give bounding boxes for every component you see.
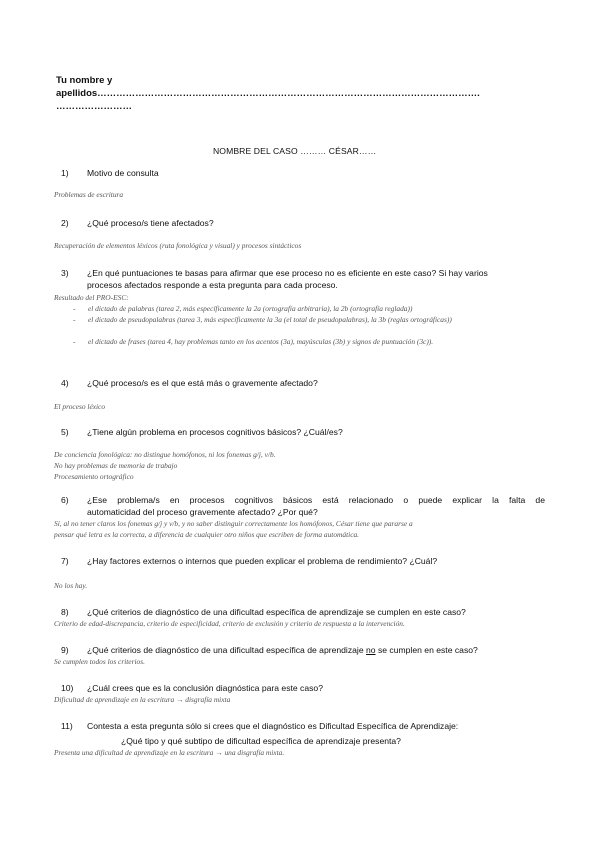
student-name-dotted-line-2: …………………… bbox=[56, 101, 132, 112]
student-name-label: Tu nombre y bbox=[56, 75, 113, 86]
answer-4: El proceso léxico bbox=[54, 402, 106, 411]
question-text: ¿Qué criterios de diagnóstico de una dificultad específica de aprendizaje no se cumplen en este caso? bbox=[87, 645, 478, 655]
question-number: 9) bbox=[61, 645, 69, 655]
question-9 bbox=[61, 644, 551, 656]
answer-3-item: - el dictado de frases (tarea 4, hay problemas tanto en los acentos (3a), mayúsculas (3b) y signos de puntuación (3c)). bbox=[73, 337, 549, 358]
question-number: 10) bbox=[61, 683, 74, 693]
question-number: 6) bbox=[61, 495, 69, 505]
question-number: 8) bbox=[61, 607, 69, 617]
answer-1: Problemas de escritura bbox=[54, 190, 124, 199]
answer-6-line: pensar qué letra es la correcta, a diferencia de cualquier otro niños que escriben de forma automática. bbox=[54, 530, 360, 539]
question-text-line-1: ¿Ese problema/s en procesos cognitivos básicos está relacionado o puede explicar la falta de bbox=[87, 495, 545, 505]
question-text: ¿Tiene algún problema en procesos cognitivos básicos? ¿Cuál/es? bbox=[87, 427, 343, 437]
question-text-line-1: ¿En qué puntuaciones te basas para afirmar que ese proceso no es eficiente en este caso? Si hay varios bbox=[87, 268, 488, 278]
question-text: ¿Qué criterios de diagnóstico de una dificultad específica de aprendizaje se cumplen en este caso? bbox=[87, 607, 466, 617]
question-1 bbox=[61, 167, 551, 179]
answer-3-item-text: el dictado de frases (tarea 4, hay problemas tanto en los acentos (3a), mayúsculas (3b) y signos de puntuación (3c)). bbox=[88, 337, 434, 346]
question-2 bbox=[61, 217, 551, 229]
question-text-line-2: procesos afectados responde a esta pregunta para cada proceso. bbox=[87, 280, 338, 290]
question-number: 4) bbox=[61, 378, 69, 388]
answer-10: Dificultad de aprendizaje en la escritura → disgrafía mixta bbox=[54, 695, 231, 704]
question-number: 11) bbox=[61, 721, 73, 731]
question-text: ¿Qué proceso/s es el que está más o gravemente afectado? bbox=[87, 378, 318, 388]
answer-11: Presenta una dificultad de aprendizaje en la escritura → una disgrafía mixta. bbox=[54, 748, 285, 757]
question-text: ¿Qué proceso/s tiene afectados? bbox=[87, 218, 214, 228]
question-number: 1) bbox=[61, 168, 69, 178]
answer-6-line: Sí, al no tener claros los fonemas g/j y v/b, y no saber distinguir correctamente los homófonos, César tiene que pararse a bbox=[54, 519, 413, 528]
question-text-line-2: automaticidad del proceso gravemente afectado? ¿Por qué? bbox=[87, 507, 318, 517]
question-number: 3) bbox=[61, 268, 69, 278]
question-6 bbox=[61, 494, 545, 518]
question-text: ¿Cuál crees que es la conclusión diagnóstica para este caso? bbox=[87, 683, 323, 693]
answer-3-item-text: el dictado de palabras (tarea 2, más específicamente la 2a (ortografía arbitraria), la 2b (ortografía reglada)) bbox=[88, 304, 413, 313]
question-number: 7) bbox=[61, 556, 69, 566]
answer-5-line: Procesamiento ortográfico bbox=[54, 472, 134, 481]
answer-9: Se cumplen todos los criterios. bbox=[54, 657, 145, 666]
question-number: 2) bbox=[61, 218, 69, 228]
student-name-dotted-line: apellidos…………………………………………………………………………………………………………. bbox=[56, 88, 480, 99]
question-5 bbox=[61, 426, 551, 438]
answer-3-item-text: el dictado de pseudopalabras (tarea 3, más específicamente la 3a (el total de pseudopalabras), la 3b (reglas ortográficas)) bbox=[88, 315, 452, 324]
answer-3-item: - el dictado de pseudopalabras (tarea 3, más específicamente la 3a (el total de pseudopalabras), la 3b (reglas ortográficas)) bbox=[73, 315, 549, 336]
answer-5-line: De conciencia fonológica: no distingue homófonos, ni los fonemas g/j, v/b. bbox=[54, 450, 276, 459]
question-11 bbox=[61, 720, 551, 744]
question-7 bbox=[61, 555, 551, 567]
question-number: 5) bbox=[61, 427, 69, 437]
question-text-line-1: Contesta a esta pregunta sólo si crees que el diagnóstico es Dificultad Específica de Aprendizaje: bbox=[87, 721, 459, 731]
answer-2: Recuperación de elementos léxicos (ruta fonológica y visual) y procesos sintácticos bbox=[54, 241, 302, 250]
question-3 bbox=[61, 267, 551, 291]
question-text-line-2: ¿Qué tipo y qué subtipo de dificultad específica de aprendizaje presenta? bbox=[121, 736, 401, 746]
question-4 bbox=[61, 377, 551, 389]
answer-3-intro: Resultado del PRO-ESC: bbox=[54, 293, 129, 302]
underlined-no: no bbox=[366, 645, 376, 655]
answer-3-item: - el dictado de palabras (tarea 2, más específicamente la 2a (ortografía arbitraria), la 2b (ortografía reglada)) bbox=[73, 304, 549, 315]
question-text: ¿Hay factores externos o internos que pueden explicar el problema de rendimiento? ¿Cuál? bbox=[87, 556, 438, 566]
question-8 bbox=[61, 606, 551, 618]
answer-8: Criterio de edad-discrepancia, criterio de especificidad, criterio de exclusión y criterio de respuesta a la intervención. bbox=[54, 619, 405, 628]
question-10 bbox=[61, 682, 551, 694]
case-title: NOMBRE DEL CASO ……… CÉSAR…… bbox=[213, 146, 377, 156]
answer-5-line: No hay problemas de memoria de trabajo bbox=[54, 461, 178, 470]
answer-7: No los hay. bbox=[54, 581, 88, 590]
question-text: Motivo de consulta bbox=[87, 168, 159, 178]
